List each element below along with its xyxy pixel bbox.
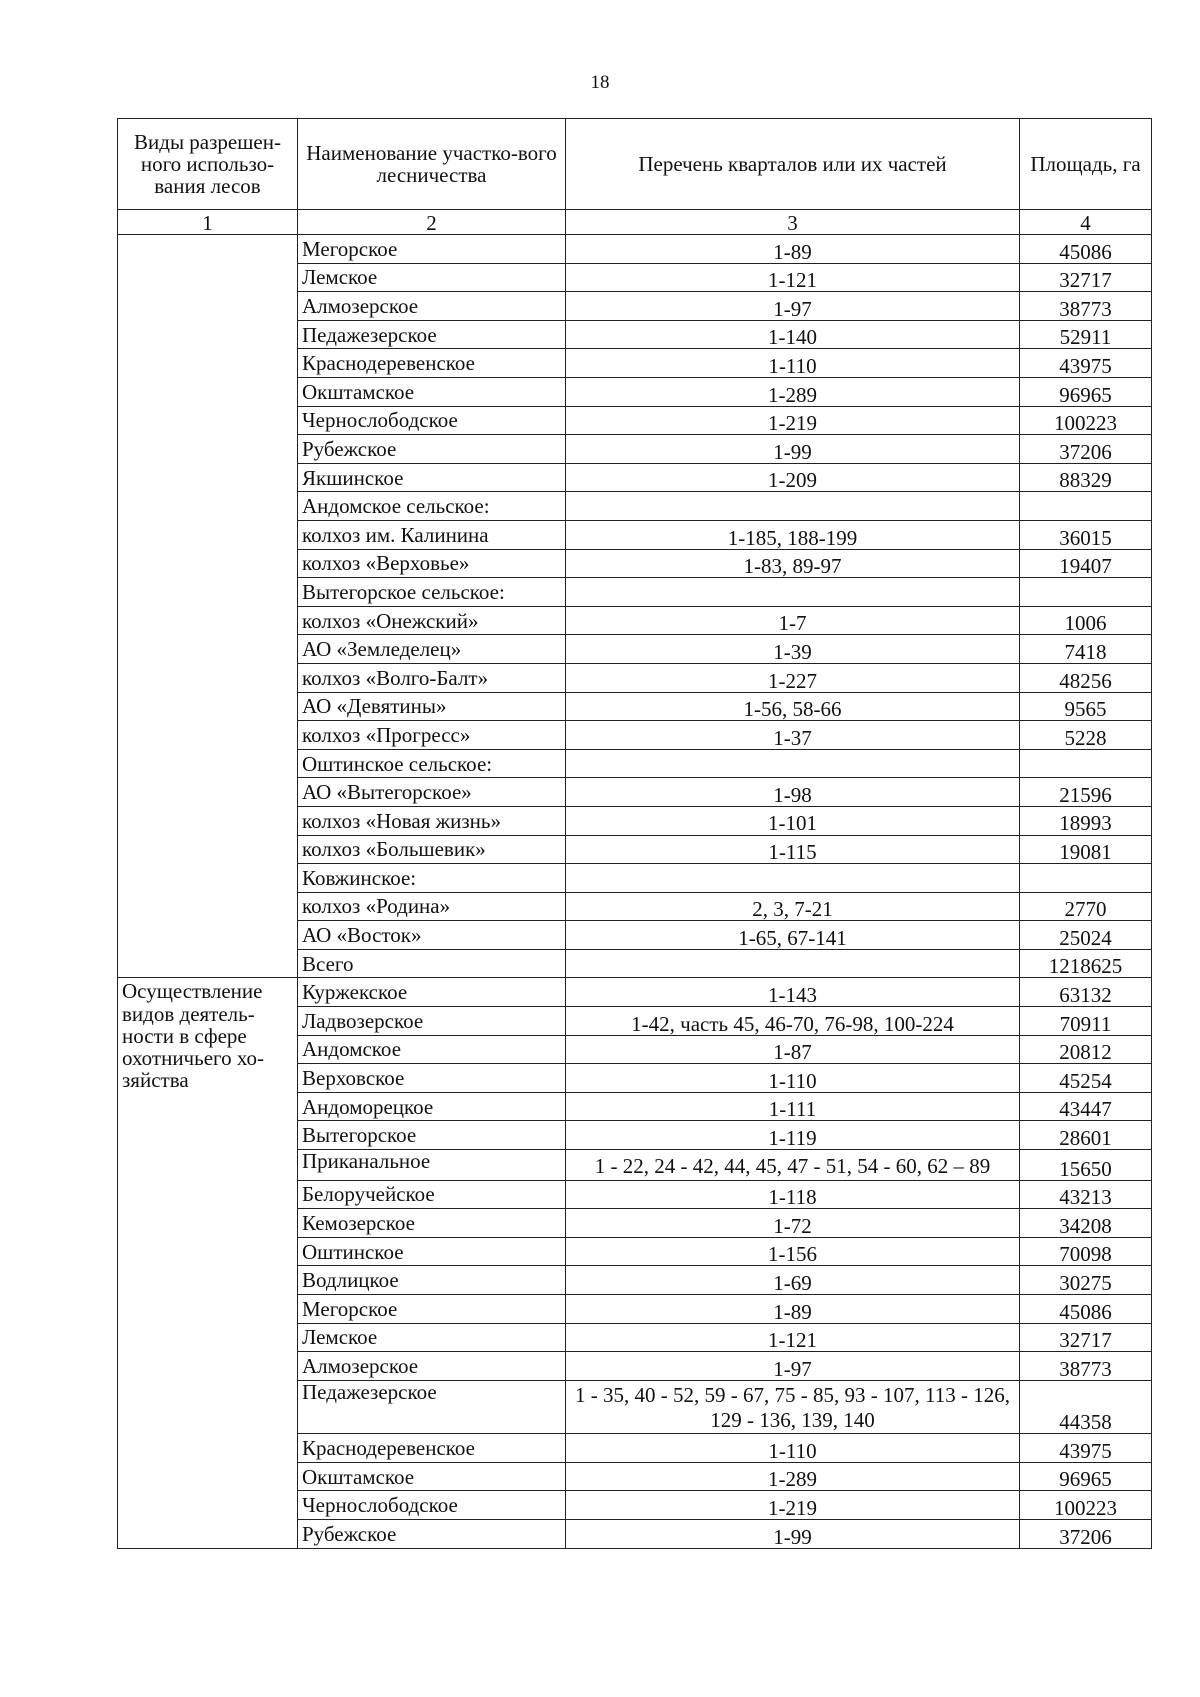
forestry-name-cell: Рубежское (298, 1519, 566, 1548)
forestry-name-cell: Окштамское (298, 1462, 566, 1491)
forestry-name-cell: Окштамское (298, 378, 566, 407)
forestry-name-cell: Водлицкое (298, 1266, 566, 1295)
forestry-name-cell: Мегорское (298, 235, 566, 264)
area-cell: 32717 (1020, 263, 1152, 292)
forestry-name-cell: Краснодеревенское (298, 1434, 566, 1463)
quarters-cell: 1-97 (566, 292, 1020, 321)
area-cell: 43213 (1020, 1180, 1152, 1209)
forestry-name-cell: Краснодеревенское (298, 349, 566, 378)
quarters-cell: 1-110 (566, 1434, 1020, 1463)
area-cell: 32717 (1020, 1323, 1152, 1352)
forestry-name-cell: Всего (298, 949, 566, 978)
area-cell: 19081 (1020, 835, 1152, 864)
quarters-cell: 1-119 (566, 1121, 1020, 1150)
area-cell: 63132 (1020, 978, 1152, 1007)
forestry-name-cell: колхоз «Родина» (298, 892, 566, 921)
area-cell: 88329 (1020, 463, 1152, 492)
quarters-cell: 1-101 (566, 806, 1020, 835)
area-cell: 100223 (1020, 406, 1152, 435)
forestry-name-cell: Белоручейское (298, 1180, 566, 1209)
area-cell: 34208 (1020, 1209, 1152, 1238)
quarters-cell: 1-115 (566, 835, 1020, 864)
forestry-name-cell: Ковжинское: (298, 864, 566, 893)
quarters-cell: 1-140 (566, 320, 1020, 349)
quarters-cell: 1-89 (566, 235, 1020, 264)
column-number: 2 (298, 210, 566, 235)
area-cell: 43975 (1020, 349, 1152, 378)
forestry-name-cell: колхоз «Онежский» (298, 606, 566, 635)
area-cell (1020, 864, 1152, 893)
forestry-name-cell: Приканальное (298, 1150, 566, 1181)
forestry-name-cell: Ладвозерское (298, 1007, 566, 1036)
quarters-cell (566, 578, 1020, 607)
forestry-name-cell: Педажезерское (298, 320, 566, 349)
forest-use-table (117, 118, 1152, 1549)
header-area: Площадь, га (1020, 119, 1152, 210)
usage-type-cell: Осуществление видов деятель-ности в сфере охотничьего хо-зяйства (118, 978, 298, 1548)
quarters-cell: 1-7 (566, 606, 1020, 635)
forestry-name-cell: колхоз «Новая жизнь» (298, 806, 566, 835)
area-cell: 2770 (1020, 892, 1152, 921)
forestry-name-cell: Якшинское (298, 463, 566, 492)
forestry-name-cell: Вытегорское (298, 1121, 566, 1150)
area-cell: 1218625 (1020, 949, 1152, 978)
area-cell: 96965 (1020, 1462, 1152, 1491)
quarters-cell (566, 949, 1020, 978)
area-cell (1020, 749, 1152, 778)
area-cell: 44358 (1020, 1380, 1152, 1433)
quarters-cell: 1 - 35, 40 - 52, 59 - 67, 75 - 85, 93 - 107, 113 - 126, 129 - 136, 139, 140 (566, 1380, 1020, 1433)
forestry-name-cell: колхоз «Волго-Балт» (298, 663, 566, 692)
forestry-name-cell: Андомское сельское: (298, 492, 566, 521)
quarters-cell: 1-209 (566, 463, 1020, 492)
area-cell: 25024 (1020, 921, 1152, 950)
quarters-cell: 1-143 (566, 978, 1020, 1007)
forestry-name-cell: колхоз им. Калинина (298, 520, 566, 549)
quarters-cell: 2, 3, 7-21 (566, 892, 1020, 921)
quarters-cell: 1-289 (566, 378, 1020, 407)
area-cell: 37206 (1020, 435, 1152, 464)
quarters-cell: 1-99 (566, 1519, 1020, 1548)
column-number: 4 (1020, 210, 1152, 235)
forestry-name-cell: Андоморецкое (298, 1092, 566, 1121)
usage-type-cell (118, 235, 298, 978)
forestry-name-cell: Вытегорское сельское: (298, 578, 566, 607)
area-cell: 21596 (1020, 778, 1152, 807)
forestry-name-cell: Лемское (298, 263, 566, 292)
forestry-name-cell: Андомское (298, 1035, 566, 1064)
quarters-cell: 1-227 (566, 663, 1020, 692)
area-cell: 37206 (1020, 1519, 1152, 1548)
quarters-cell: 1-56, 58-66 (566, 692, 1020, 721)
area-cell: 70098 (1020, 1237, 1152, 1266)
area-cell (1020, 578, 1152, 607)
area-cell: 15650 (1020, 1150, 1152, 1181)
area-cell: 19407 (1020, 549, 1152, 578)
forestry-name-cell: АО «Вытегорское» (298, 778, 566, 807)
quarters-cell: 1-121 (566, 263, 1020, 292)
quarters-cell: 1-72 (566, 1209, 1020, 1238)
quarters-cell: 1-87 (566, 1035, 1020, 1064)
forestry-name-cell: Мегорское (298, 1295, 566, 1324)
quarters-cell: 1-156 (566, 1237, 1020, 1266)
area-cell: 9565 (1020, 692, 1152, 721)
quarters-cell: 1-69 (566, 1266, 1020, 1295)
area-cell: 52911 (1020, 320, 1152, 349)
table-row (118, 978, 1152, 1007)
area-cell: 18993 (1020, 806, 1152, 835)
quarters-cell: 1-37 (566, 721, 1020, 750)
forestry-name-cell: Рубежское (298, 435, 566, 464)
quarters-cell (566, 749, 1020, 778)
area-cell: 48256 (1020, 663, 1152, 692)
forestry-name-cell: колхоз «Большевик» (298, 835, 566, 864)
quarters-cell: 1-110 (566, 1064, 1020, 1093)
forestry-name-cell: Чернослободское (298, 1491, 566, 1520)
quarters-cell: 1-185, 188-199 (566, 520, 1020, 549)
column-number-row (118, 210, 1152, 235)
forestry-name-cell: Алмозерское (298, 1352, 566, 1381)
area-cell: 43975 (1020, 1434, 1152, 1463)
forestry-name-cell: АО «Земледелец» (298, 635, 566, 664)
area-cell (1020, 492, 1152, 521)
table-body (118, 235, 1152, 1549)
area-cell: 45086 (1020, 235, 1152, 264)
table-row (118, 235, 1152, 264)
area-cell: 36015 (1020, 520, 1152, 549)
quarters-cell: 1 - 22, 24 - 42, 44, 45, 47 - 51, 54 - 60, 62 – 89 (566, 1150, 1020, 1181)
forestry-name-cell: Верховское (298, 1064, 566, 1093)
header-usage-type: Виды разрешен-ного использо-вания лесов (118, 119, 298, 210)
quarters-cell: 1-89 (566, 1295, 1020, 1324)
forestry-name-cell: Оштинское сельское: (298, 749, 566, 778)
forestry-name-cell: колхоз «Верховье» (298, 549, 566, 578)
quarters-cell: 1-99 (566, 435, 1020, 464)
quarters-cell: 1-289 (566, 1462, 1020, 1491)
area-cell: 20812 (1020, 1035, 1152, 1064)
forestry-name-cell: АО «Восток» (298, 921, 566, 950)
area-cell: 38773 (1020, 292, 1152, 321)
page-number: 18 (590, 72, 610, 93)
area-cell: 1006 (1020, 606, 1152, 635)
header-quarters: Перечень кварталов или их частей (566, 119, 1020, 210)
quarters-cell: 1-111 (566, 1092, 1020, 1121)
quarters-cell (566, 492, 1020, 521)
area-cell: 5228 (1020, 721, 1152, 750)
quarters-cell: 1-110 (566, 349, 1020, 378)
quarters-cell: 1-83, 89-97 (566, 549, 1020, 578)
header-forestry-name: Наименование участко-вого лесничества (298, 119, 566, 210)
quarters-cell: 1-65, 67-141 (566, 921, 1020, 950)
area-cell: 100223 (1020, 1491, 1152, 1520)
area-cell: 45086 (1020, 1295, 1152, 1324)
column-number: 3 (566, 210, 1020, 235)
forestry-name-cell: Чернослободское (298, 406, 566, 435)
forestry-name-cell: колхоз «Прогресс» (298, 721, 566, 750)
quarters-cell: 1-98 (566, 778, 1020, 807)
forestry-name-cell: Куржекское (298, 978, 566, 1007)
quarters-cell: 1-121 (566, 1323, 1020, 1352)
area-cell: 43447 (1020, 1092, 1152, 1121)
area-cell: 28601 (1020, 1121, 1152, 1150)
area-cell: 96965 (1020, 378, 1152, 407)
forestry-name-cell: Оштинское (298, 1237, 566, 1266)
area-cell: 38773 (1020, 1352, 1152, 1381)
quarters-cell: 1-219 (566, 406, 1020, 435)
quarters-cell: 1-39 (566, 635, 1020, 664)
forestry-name-cell: Кемозерское (298, 1209, 566, 1238)
area-cell: 7418 (1020, 635, 1152, 664)
quarters-cell: 1-42, часть 45, 46-70, 76-98, 100-224 (566, 1007, 1020, 1036)
quarters-cell (566, 864, 1020, 893)
forestry-name-cell: Педажезерское (298, 1380, 566, 1433)
forestry-name-cell: Алмозерское (298, 292, 566, 321)
quarters-cell: 1-219 (566, 1491, 1020, 1520)
forestry-name-cell: Лемское (298, 1323, 566, 1352)
quarters-cell: 1-97 (566, 1352, 1020, 1381)
area-cell: 70911 (1020, 1007, 1152, 1036)
quarters-cell: 1-118 (566, 1180, 1020, 1209)
header-row (118, 119, 1152, 210)
area-cell: 30275 (1020, 1266, 1152, 1295)
column-number: 1 (118, 210, 298, 235)
forestry-name-cell: АО «Девятины» (298, 692, 566, 721)
area-cell: 45254 (1020, 1064, 1152, 1093)
